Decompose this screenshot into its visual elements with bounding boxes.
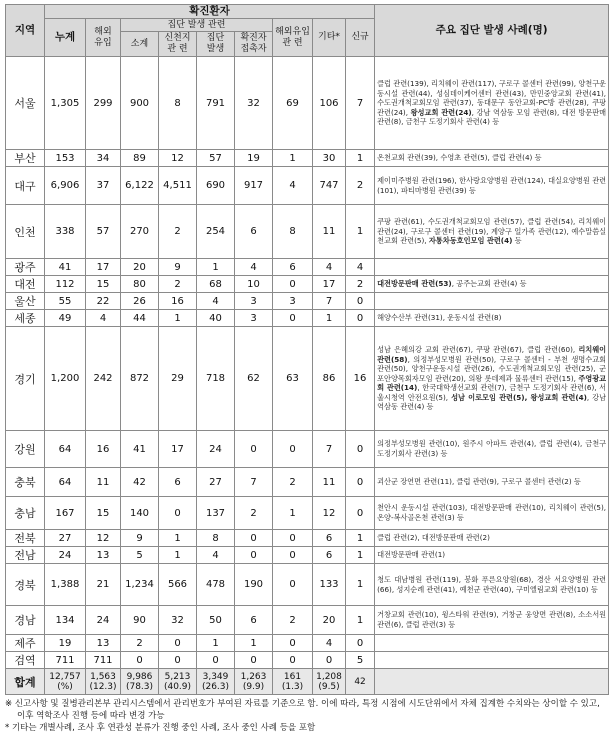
- cluster-cell: 8: [197, 530, 235, 547]
- overseas-cell: 711: [86, 652, 121, 669]
- total-cell: 49: [45, 310, 86, 327]
- contact-cell: 0: [235, 652, 273, 669]
- cases-note-cell: 천안시 운동시설 관련(103), 대전방문판매 관련(10), 리치웨이 관련(5), 온양-복사골온천 관련(3) 등: [375, 497, 609, 530]
- header-new: 신규: [346, 19, 375, 57]
- other-cell: 12: [313, 497, 346, 530]
- overseas-cell: 37: [86, 167, 121, 205]
- total-value: 3,349: [202, 671, 229, 682]
- total-cluster-cell: [197, 669, 235, 695]
- region-cell: 검역: [6, 652, 45, 669]
- header-shincheonji: [159, 32, 197, 57]
- subtotal-cell: 0: [121, 652, 159, 669]
- shincheonji-cell: 1: [159, 310, 197, 327]
- table-row: [6, 310, 609, 327]
- overseas-cell: 24: [86, 606, 121, 635]
- header-overseas-inflow: [86, 19, 121, 57]
- region-cell: 충북: [6, 468, 45, 497]
- subtotal-cell: 90: [121, 606, 159, 635]
- shincheonji-cell: 17: [159, 431, 197, 468]
- cases-note-cell: 클럽 관련(2), 대전방문판매 관련(2): [375, 530, 609, 547]
- cluster-cell: 0: [197, 652, 235, 669]
- new-cell: 2: [346, 167, 375, 205]
- region-cell: 대구: [6, 167, 45, 205]
- region-cell: 광주: [6, 259, 45, 276]
- overseas-rel-cell: 0: [273, 564, 313, 606]
- region-cell: 경기: [6, 327, 45, 431]
- overseas-cell: 17: [86, 259, 121, 276]
- shincheonji-cell: 16: [159, 293, 197, 310]
- shincheonji-cell: 1: [159, 547, 197, 564]
- total-cell: 1,388: [45, 564, 86, 606]
- region-cell: 세종: [6, 310, 45, 327]
- total-cell: 64: [45, 468, 86, 497]
- total-percentage: (9.9): [242, 681, 265, 692]
- cluster-cell: 50: [197, 606, 235, 635]
- region-cell: 대전: [6, 276, 45, 293]
- table-row: [6, 57, 609, 150]
- other-cell: 17: [313, 276, 346, 293]
- total-cell: 1,305: [45, 57, 86, 150]
- total-shincheonji-cell: [159, 669, 197, 695]
- overseas-rel-cell: 0: [273, 431, 313, 468]
- contact-cell: 32: [235, 57, 273, 150]
- contact-cell: 6: [235, 606, 273, 635]
- contact-cell: 2: [235, 497, 273, 530]
- cluster-cell: 40: [197, 310, 235, 327]
- overseas-rel-cell: 0: [273, 547, 313, 564]
- shincheonji-cell: 0: [159, 497, 197, 530]
- overseas-rel-cell: 2: [273, 606, 313, 635]
- total-value: 42: [354, 676, 366, 687]
- total-percentage: (9.5): [318, 681, 340, 692]
- subtotal-cell: 9: [121, 530, 159, 547]
- total-cell: 153: [45, 150, 86, 167]
- cases-note-cell: 청도 대남병원 관련(119), 봉화 푸른요양원(68), 경산 서요양병원 관련(66), 성지순례 관련(41), 예천군 관련(40), 구미엘림교회 관련(10) 등: [375, 564, 609, 606]
- header-cluster-group: 집단 발생 관련: [121, 19, 273, 32]
- shincheonji-cell: 9: [159, 259, 197, 276]
- new-cell: 16: [346, 327, 375, 431]
- total-row: [6, 669, 609, 695]
- cluster-cell: 4: [197, 293, 235, 310]
- new-cell: 0: [346, 431, 375, 468]
- other-cell: 133: [313, 564, 346, 606]
- shincheonji-cell: 4,511: [159, 167, 197, 205]
- region-cell: 서울: [6, 57, 45, 150]
- region-cell: 전북: [6, 530, 45, 547]
- subtotal-cell: 900: [121, 57, 159, 150]
- overseas-rel-cell: 0: [273, 530, 313, 547]
- new-cell: 0: [346, 293, 375, 310]
- total-note-cell: [375, 669, 609, 695]
- subtotal-cell: 2: [121, 635, 159, 652]
- new-cell: 4: [346, 259, 375, 276]
- header-overseas-related: [273, 19, 313, 57]
- overseas-rel-cell: 2: [273, 468, 313, 497]
- contact-cell: 19: [235, 150, 273, 167]
- cases-note-cell: [375, 259, 609, 276]
- region-cell: 경남: [6, 606, 45, 635]
- header-contact-text: 확진자 접촉자: [240, 33, 267, 54]
- table-row: [6, 606, 609, 635]
- other-cell: 7: [313, 431, 346, 468]
- header-overseas-inflow-text: 해외 유입: [94, 26, 112, 48]
- shincheonji-cell: 29: [159, 327, 197, 431]
- total-cell: 64: [45, 431, 86, 468]
- total-overseas-cell: [86, 669, 121, 695]
- cases-note-cell: [375, 652, 609, 669]
- overseas-rel-cell: 0: [273, 310, 313, 327]
- shincheonji-cell: 12: [159, 150, 197, 167]
- cluster-cell: 27: [197, 468, 235, 497]
- region-cell: 인천: [6, 205, 45, 259]
- new-cell: 1: [346, 547, 375, 564]
- other-cell: 1: [313, 310, 346, 327]
- subtotal-cell: 41: [121, 431, 159, 468]
- header-total: 누계: [45, 19, 86, 57]
- header-cases: 주요 집단 발생 사례(명): [375, 5, 609, 57]
- total-overseas-rel-cell: [273, 669, 313, 695]
- overseas-cell: 299: [86, 57, 121, 150]
- contact-cell: 917: [235, 167, 273, 205]
- cases-note-cell: 의정부성모병원 관련(10), 원주시 아파트 관련(4), 클럽 관련(4), 금천구 도정기회사 관련(3) 등: [375, 431, 609, 468]
- contact-cell: 0: [235, 431, 273, 468]
- total-percentage: (40.9): [163, 681, 192, 692]
- region-cell: 울산: [6, 293, 45, 310]
- subtotal-cell: 80: [121, 276, 159, 293]
- overseas-cell: 11: [86, 468, 121, 497]
- confirmed-cases-table: [5, 4, 609, 695]
- total-cell: 24: [45, 547, 86, 564]
- cases-note-cell: 쿠팡 관련(61), 수도권개척교회모임 관련(57), 클럽 관련(54), 리치웨이 관련(24), 구로구 콜센터 관련(19), 계양구 일가족 관련(12), 예수말씀실천교회 관련(5), 자통차동호인모임 관련(4) 등: [375, 205, 609, 259]
- region-cell: 강원: [6, 431, 45, 468]
- cases-note-cell: [375, 635, 609, 652]
- total-other-cell: [313, 669, 346, 695]
- new-cell: 7: [346, 57, 375, 150]
- new-cell: 1: [346, 205, 375, 259]
- cases-note-cell: 거창교회 관련(10), 윙스타워 관련(9), 거창군 웅양면 관련(8), 소소서원 관련(6), 클럽 관련(3) 등: [375, 606, 609, 635]
- subtotal-cell: 26: [121, 293, 159, 310]
- overseas-cell: 12: [86, 530, 121, 547]
- region-cell: 경북: [6, 564, 45, 606]
- region-cell: 부산: [6, 150, 45, 167]
- total-new-cell: [346, 669, 375, 695]
- overseas-rel-cell: 1: [273, 497, 313, 530]
- subtotal-cell: 6,122: [121, 167, 159, 205]
- total-cell: 167: [45, 497, 86, 530]
- overseas-cell: 22: [86, 293, 121, 310]
- total-percentage: (1.3): [281, 681, 304, 692]
- cases-note-cell: 괴산군 장연면 관련(11), 클럽 관련(9), 구로구 콜센터 관련(2) 등: [375, 468, 609, 497]
- header-other: 기타*: [313, 19, 346, 57]
- table-row: [6, 293, 609, 310]
- shincheonji-cell: 6: [159, 468, 197, 497]
- total-cell: 711: [45, 652, 86, 669]
- cluster-cell: 68: [197, 276, 235, 293]
- overseas-rel-cell: 3: [273, 293, 313, 310]
- cluster-cell: 137: [197, 497, 235, 530]
- other-cell: 20: [313, 606, 346, 635]
- statistics-page: [5, 4, 608, 734]
- total-total-cell: [45, 669, 86, 695]
- overseas-rel-cell: 6: [273, 259, 313, 276]
- total-cell: 1,200: [45, 327, 86, 431]
- subtotal-cell: 42: [121, 468, 159, 497]
- total-value: 12,757: [49, 671, 81, 682]
- shincheonji-cell: 566: [159, 564, 197, 606]
- new-cell: 1: [346, 530, 375, 547]
- cases-note-cell: 온천교회 관련(39), 수영초 관련(5), 클럽 관련(4) 등: [375, 150, 609, 167]
- total-region-cell: 합계: [6, 669, 45, 695]
- subtotal-cell: 89: [121, 150, 159, 167]
- new-cell: 0: [346, 635, 375, 652]
- contact-cell: 0: [235, 547, 273, 564]
- table-row: [6, 431, 609, 468]
- table-row: [6, 497, 609, 530]
- overseas-rel-cell: 1: [273, 150, 313, 167]
- total-percentage: (%): [57, 681, 73, 692]
- cases-note-cell: [375, 293, 609, 310]
- overseas-rel-cell: 4: [273, 167, 313, 205]
- shincheonji-cell: 0: [159, 635, 197, 652]
- new-cell: 0: [346, 497, 375, 530]
- table-row: [6, 530, 609, 547]
- total-cell: 27: [45, 530, 86, 547]
- cluster-cell: 478: [197, 564, 235, 606]
- overseas-cell: 21: [86, 564, 121, 606]
- new-cell: 2: [346, 276, 375, 293]
- other-cell: 11: [313, 468, 346, 497]
- footnote-other-definition: * 기타는 개별사례, 조사 후 연관성 분류가 진행 중인 사례, 조사 중인 사례 등을 포함: [5, 723, 316, 733]
- table-row: [6, 205, 609, 259]
- table-body: [6, 57, 609, 695]
- contact-cell: 7: [235, 468, 273, 497]
- new-cell: 5: [346, 652, 375, 669]
- overseas-rel-cell: 63: [273, 327, 313, 431]
- total-percentage: (26.3): [201, 681, 230, 692]
- total-value: 9,986: [126, 671, 153, 682]
- other-cell: 106: [313, 57, 346, 150]
- table-row: [6, 150, 609, 167]
- table-row: [6, 547, 609, 564]
- subtotal-cell: 140: [121, 497, 159, 530]
- overseas-rel-cell: 8: [273, 205, 313, 259]
- overseas-cell: 4: [86, 310, 121, 327]
- other-cell: 747: [313, 167, 346, 205]
- subtotal-cell: 872: [121, 327, 159, 431]
- cases-note-cell: 클럽 관련(139), 리치웨이 관련(117), 구로구 콜센터 관련(99), 양천구운동시설 관련(44), 성심데이케어센터 관련(43), 만민중앙교회 관련(41), 수도권개척교회모임 관련(37), 동대문구 동안교회-PC방 관련(28), 쿠팡 관련(24), 왕성교회 관련(24), 강남 역삼동 모임 관련(8), 대전 방문판매 관련(8), 금천구 도정기회사 관련(4) 등: [375, 57, 609, 150]
- subtotal-cell: 20: [121, 259, 159, 276]
- cases-note-cell: 제이미주병원 관련(196), 한사랑요양병원 관련(124), 대실요양병원 관련(101), 파티마병원 관련(39) 등: [375, 167, 609, 205]
- header-confirmed: 확진환자: [45, 5, 375, 19]
- contact-cell: 10: [235, 276, 273, 293]
- new-cell: 0: [346, 468, 375, 497]
- total-value: 5,213: [164, 671, 191, 682]
- region-cell: 전남: [6, 547, 45, 564]
- total-contact-cell: [235, 669, 273, 695]
- subtotal-cell: 44: [121, 310, 159, 327]
- other-cell: 0: [313, 652, 346, 669]
- cluster-cell: 690: [197, 167, 235, 205]
- contact-cell: 190: [235, 564, 273, 606]
- cluster-cell: 718: [197, 327, 235, 431]
- overseas-rel-cell: 69: [273, 57, 313, 150]
- cluster-cell: 1: [197, 635, 235, 652]
- contact-cell: 3: [235, 310, 273, 327]
- contact-cell: 6: [235, 205, 273, 259]
- total-cell: 6,906: [45, 167, 86, 205]
- table-row: [6, 635, 609, 652]
- region-cell: 제주: [6, 635, 45, 652]
- cluster-cell: 24: [197, 431, 235, 468]
- total-value: 1,263: [240, 671, 267, 682]
- new-cell: 1: [346, 564, 375, 606]
- overseas-cell: 57: [86, 205, 121, 259]
- other-cell: 4: [313, 259, 346, 276]
- other-cell: 30: [313, 150, 346, 167]
- overseas-cell: 13: [86, 547, 121, 564]
- other-cell: 86: [313, 327, 346, 431]
- other-cell: 7: [313, 293, 346, 310]
- total-cell: 19: [45, 635, 86, 652]
- other-cell: 6: [313, 530, 346, 547]
- header-cluster-text: 집단 발생: [206, 33, 225, 54]
- overseas-rel-cell: 0: [273, 276, 313, 293]
- footnotes: [5, 698, 608, 734]
- table-row: [6, 652, 609, 669]
- region-cell: 충남: [6, 497, 45, 530]
- total-cell: 55: [45, 293, 86, 310]
- subtotal-cell: 270: [121, 205, 159, 259]
- total-cell: 338: [45, 205, 86, 259]
- table-row: [6, 468, 609, 497]
- table-row: [6, 276, 609, 293]
- overseas-cell: 15: [86, 276, 121, 293]
- other-cell: 11: [313, 205, 346, 259]
- shincheonji-cell: 2: [159, 205, 197, 259]
- cluster-cell: 57: [197, 150, 235, 167]
- shincheonji-cell: 0: [159, 652, 197, 669]
- total-cell: 112: [45, 276, 86, 293]
- header-cluster: [197, 32, 235, 57]
- total-cell: 41: [45, 259, 86, 276]
- overseas-cell: 242: [86, 327, 121, 431]
- header-shincheonji-text: 신천지 관 련: [164, 33, 191, 54]
- cluster-cell: 4: [197, 547, 235, 564]
- total-percentage: (12.3): [89, 681, 117, 692]
- total-value: 1,208: [316, 671, 342, 682]
- table-row: [6, 564, 609, 606]
- cases-note-cell: 해양수산부 관련(31), 운동시설 관련(8): [375, 310, 609, 327]
- subtotal-cell: 1,234: [121, 564, 159, 606]
- contact-cell: 3: [235, 293, 273, 310]
- footnote-reference: ※ 신고사항 및 질병관리본부 관리시스템에서 관리번호가 부여된 자료를 기준으로 함. 이에 따라, 특정 시점에 시도단위에서 자체 집계한 수치와는 상이할 수 있고, 이후 역학조사 진행 등에 따라 변경 가능: [5, 699, 600, 721]
- other-cell: 4: [313, 635, 346, 652]
- overseas-rel-cell: 0: [273, 635, 313, 652]
- total-value: 161: [283, 671, 302, 682]
- shincheonji-cell: 8: [159, 57, 197, 150]
- new-cell: 1: [346, 606, 375, 635]
- cluster-cell: 791: [197, 57, 235, 150]
- cases-note-cell: 성남 은혜의강 교회 관련(67), 쿠팡 관련(67), 클럽 관련(60), 리치웨이 관련(58), 의정부성모병원 관련(50), 구로구 콜센터 - 부천 생명수교회 관련(50), 양천구운동시설 관련(26), 수도권개척교회모임 관련(25), 군포안양목회자모임 관련(20), 의왕 롯데제과 물류센터 관련(15), 주영광교회 관련(14), 한국대학생선교회 관련(7), 금천구 도정기회사 관련(6), 서울시청역 안전요원(5), 성남 이로모임 관련(5), 왕성교회 관련(4), 강남 역삼동 관련(4) 등: [375, 327, 609, 431]
- shincheonji-cell: 1: [159, 530, 197, 547]
- total-value: 1,563: [90, 671, 116, 682]
- header-contact: [235, 32, 273, 57]
- header-overseas-related-text: 해외유입 관 련: [275, 26, 310, 48]
- overseas-cell: 15: [86, 497, 121, 530]
- subtotal-cell: 5: [121, 547, 159, 564]
- cases-note-cell: 대전방문판매 관련(53), 공주는교회 관련(4) 등: [375, 276, 609, 293]
- cluster-cell: 254: [197, 205, 235, 259]
- overseas-cell: 34: [86, 150, 121, 167]
- header-region: 지역: [6, 5, 45, 57]
- new-cell: 1: [346, 150, 375, 167]
- table-row: [6, 259, 609, 276]
- total-subtotal-cell: [121, 669, 159, 695]
- header-subtotal: 소계: [121, 32, 159, 57]
- overseas-rel-cell: 0: [273, 652, 313, 669]
- cases-note-cell: 대전방문판매 관련(1): [375, 547, 609, 564]
- overseas-cell: 13: [86, 635, 121, 652]
- cluster-cell: 1: [197, 259, 235, 276]
- overseas-cell: 16: [86, 431, 121, 468]
- table-row: [6, 327, 609, 431]
- contact-cell: 4: [235, 259, 273, 276]
- table-row: [6, 167, 609, 205]
- contact-cell: 62: [235, 327, 273, 431]
- total-cell: 134: [45, 606, 86, 635]
- shincheonji-cell: 32: [159, 606, 197, 635]
- shincheonji-cell: 2: [159, 276, 197, 293]
- other-cell: 6: [313, 547, 346, 564]
- contact-cell: 1: [235, 635, 273, 652]
- contact-cell: 0: [235, 530, 273, 547]
- total-percentage: (78.3): [125, 681, 154, 692]
- new-cell: 0: [346, 310, 375, 327]
